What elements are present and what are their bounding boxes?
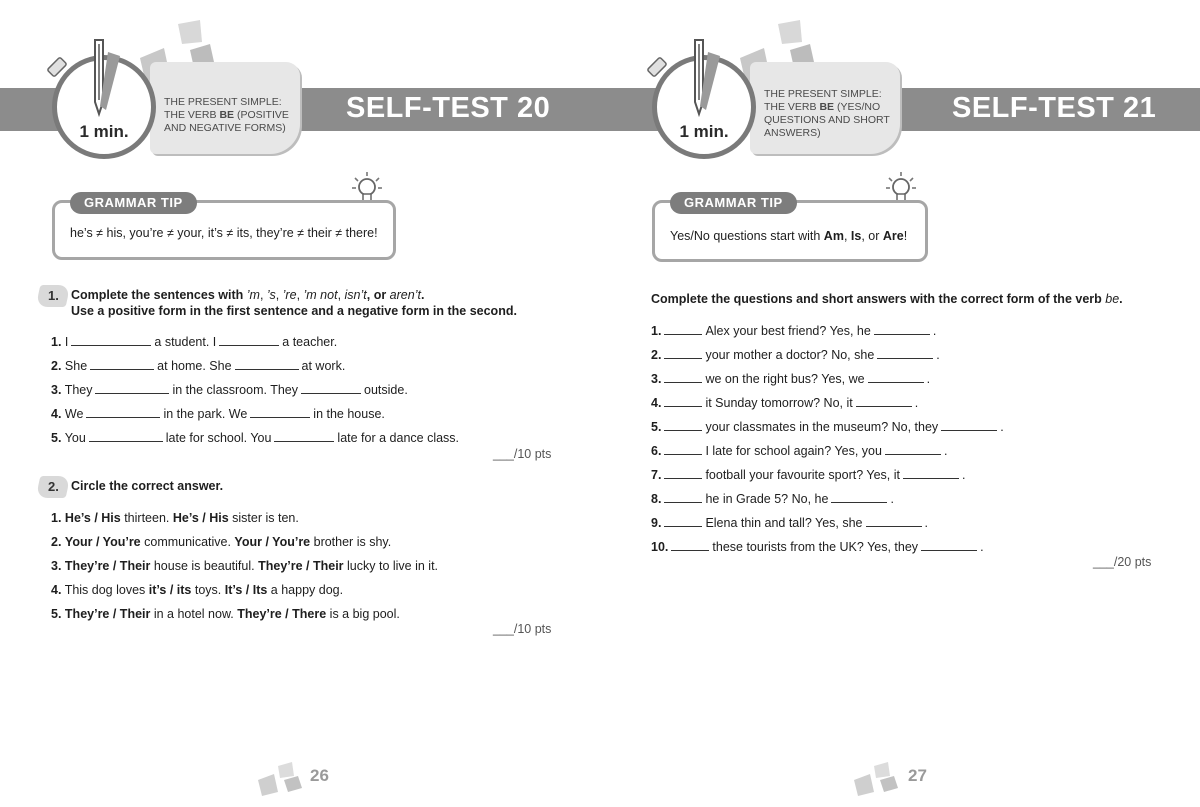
question-item: 9. Elena thin and tall? Yes, she .: [651, 516, 928, 530]
answer-blank[interactable]: [885, 444, 941, 455]
answer-blank[interactable]: [664, 324, 702, 335]
page-papers-icon: [852, 758, 902, 798]
answer-blank[interactable]: [831, 492, 887, 503]
question-item: 7. football your favourite sport? Yes, it .: [651, 468, 966, 482]
answer-blank[interactable]: [250, 407, 310, 418]
exercise-number-badge: 1.: [36, 285, 71, 307]
answer-blank[interactable]: [664, 444, 702, 455]
grammar-tip-text: Yes/No questions start with Am, Is, or Are!: [670, 229, 908, 243]
question-item: 3. we on the right bus? Yes, we .: [651, 372, 931, 386]
answer-blank[interactable]: [874, 324, 930, 335]
grammar-tip-text: he’s ≠ his, you’re ≠ your, it’s ≠ its, they’re ≠ their ≠ there!: [70, 226, 378, 240]
points-score: ___/20 pts: [1093, 555, 1152, 569]
topic-sticker: [750, 62, 900, 154]
answer-blank[interactable]: [274, 431, 334, 442]
topic-text: THE PRESENT SIMPLE: THE VERB BE (YES/NO QUESTIONS AND SHORT ANSWERS): [764, 88, 890, 139]
answer-blank[interactable]: [941, 420, 997, 431]
question-item: 5. your classmates in the museum? No, they .: [651, 420, 1004, 434]
exercise-2-instruction: Circle the correct answer.: [71, 479, 224, 493]
answer-blank[interactable]: [671, 540, 709, 551]
answer-blank[interactable]: [664, 420, 702, 431]
answer-blank[interactable]: [664, 492, 702, 503]
answer-blank[interactable]: [664, 348, 702, 359]
question-item: 1. Alex your best friend? Yes, he .: [651, 324, 937, 338]
answer-blank[interactable]: [235, 359, 299, 370]
exercise-2-item: 5. They’re / Their in a hotel now. They’re / There is a big pool.: [51, 607, 400, 621]
right-page: [600, 0, 1200, 807]
exercise-instruction: Complete the questions and short answers with the correct form of the verb be.: [651, 292, 1123, 306]
exercise-2-item: 3. They’re / Their house is beautiful. They’re / Their lucky to live in it.: [51, 559, 439, 573]
answer-blank[interactable]: [664, 468, 702, 479]
clock-label: 1 min.: [79, 122, 129, 141]
answer-blank[interactable]: [95, 383, 169, 394]
exercise-1-item: 3. They in the classroom. They outside.: [51, 383, 408, 397]
page-title: SELF-TEST 20: [346, 92, 551, 124]
answer-blank[interactable]: [866, 516, 922, 527]
exercise-1-item: 5. You late for school. You late for a dance class.: [51, 431, 460, 445]
answer-blank[interactable]: [877, 348, 933, 359]
exercise-2-item: 4. This dog loves it’s / its toys. It’s / Its a happy dog.: [51, 583, 344, 597]
grammar-tip-label: GRAMMAR TIP: [670, 192, 797, 214]
answer-blank[interactable]: [301, 383, 361, 394]
question-item: 4. it Sunday tomorrow? No, it .: [651, 396, 919, 410]
points-score: ___/10 pts: [493, 447, 552, 461]
page-papers-icon: [256, 758, 306, 798]
page-title: SELF-TEST 21: [952, 92, 1157, 124]
exercise-number-badge: 2.: [36, 476, 71, 498]
exercise-2-item: 1. He’s / His thirteen. He’s / His sister is ten.: [51, 511, 299, 525]
answer-blank[interactable]: [664, 396, 702, 407]
answer-blank[interactable]: [86, 407, 160, 418]
answer-blank[interactable]: [664, 516, 702, 527]
answer-blank[interactable]: [71, 335, 151, 346]
page-number: 27: [908, 766, 927, 785]
question-item: 8. he in Grade 5? No, he .: [651, 492, 894, 506]
answer-blank[interactable]: [90, 359, 154, 370]
answer-blank[interactable]: [903, 468, 959, 479]
grammar-tip-label: GRAMMAR TIP: [70, 192, 197, 214]
exercise-1-item: 4. We in the park. We in the house.: [51, 407, 385, 421]
exercise-1-instruction: Complete the sentences with ’m, ’s, ’re, ’m not, isn’t, or aren’t. Use a positive form in the first sentence and a negative form in the second.: [71, 288, 517, 318]
topic-sticker: [150, 62, 300, 154]
topic-text: THE PRESENT SIMPLE: THE VERB BE (POSITIVE AND NEGATIVE FORMS): [164, 96, 289, 134]
question-item: 6. I late for school again? Yes, you .: [651, 444, 948, 458]
exercise-1-item: 1. I a student. I a teacher.: [51, 335, 338, 349]
answer-blank[interactable]: [868, 372, 924, 383]
answer-blank[interactable]: [89, 431, 163, 442]
question-item: 10. these tourists from the UK? Yes, they .: [651, 540, 984, 554]
answer-blank[interactable]: [856, 396, 912, 407]
pencil-icon: [640, 30, 750, 120]
exercise-1-item: 2. She at home. She at work.: [51, 359, 346, 373]
points-score: ___/10 pts: [493, 622, 552, 636]
clock-label: 1 min.: [679, 122, 729, 141]
pencil-icon: [40, 30, 150, 120]
answer-blank[interactable]: [921, 540, 977, 551]
question-item: 2. your mother a doctor? No, she .: [651, 348, 940, 362]
answer-blank[interactable]: [664, 372, 702, 383]
page-number: 26: [310, 766, 329, 785]
answer-blank[interactable]: [219, 335, 279, 346]
exercise-2-item: 2. Your / You’re communicative. Your / You’re brother is shy.: [51, 535, 392, 549]
